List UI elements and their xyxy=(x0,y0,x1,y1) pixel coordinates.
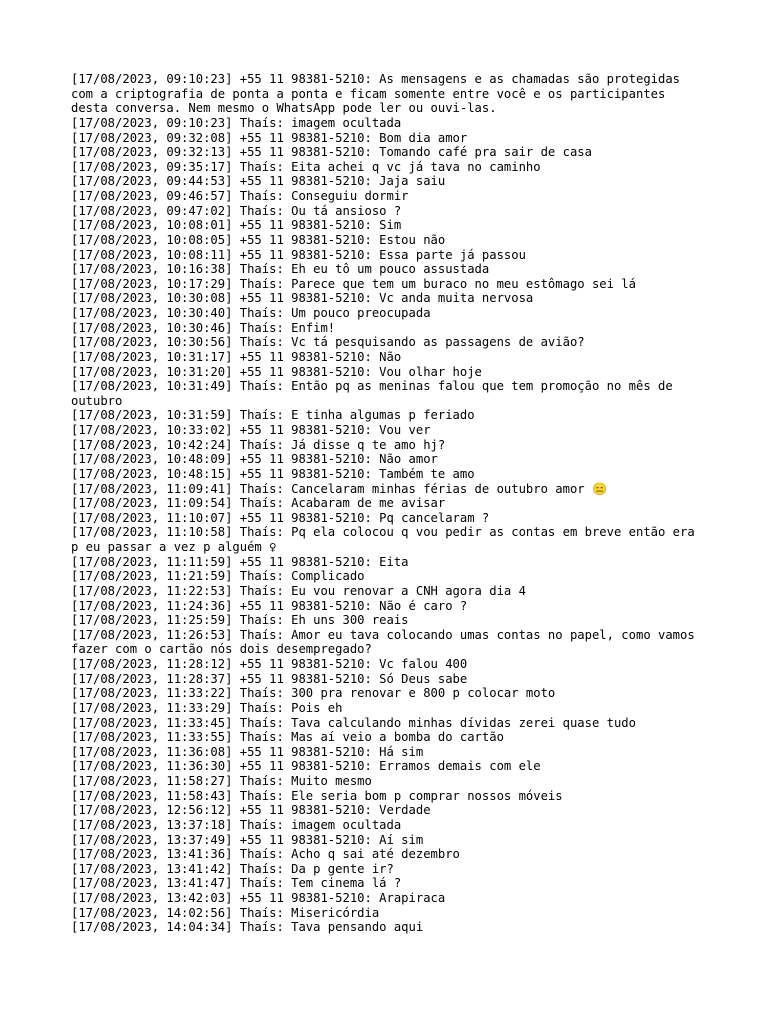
message-line: [17/08/2023, 11:58:43] Thaís: Ele seria bom p comprar nossos móveis xyxy=(71,788,563,803)
message-line: [17/08/2023, 13:37:49] +55 11 98381-5210: Aí sim xyxy=(71,832,424,847)
message-line: [17/08/2023, 10:08:11] +55 11 98381-5210: Essa parte já passou xyxy=(71,247,526,262)
message-line: [17/08/2023, 09:46:57] Thaís: Conseguiu dormir xyxy=(71,189,409,203)
message-line: [17/08/2023, 09:32:08] +55 11 98381-5210: Bom dia amor xyxy=(71,130,468,145)
message-line: [17/08/2023, 10:48:09] +55 11 98381-5210: Não amor xyxy=(71,452,438,467)
message-line: [17/08/2023, 11:58:27] Thaís: Muito mesmo xyxy=(71,774,372,788)
message-line: [17/08/2023, 11:26:53] Thaís: Amor eu tava colocando umas contas no papel, como vamos fazer com o cartão nós dois desempregado? xyxy=(71,627,703,657)
message-line: [17/08/2023, 10:17:29] Thaís: Parece que tem um buraco no meu estômago sei lá xyxy=(71,276,636,291)
message-line: [17/08/2023, 11:10:07] +55 11 98381-5210: Pq cancelaram ? xyxy=(71,510,490,525)
message-line: [17/08/2023, 13:37:18] Thaís: imagem ocultada xyxy=(71,817,402,832)
message-line: [17/08/2023, 09:10:23] Thaís: imagem ocultada xyxy=(71,115,402,130)
message-line: [17/08/2023, 09:32:13] +55 11 98381-5210: Tomando café pra sair de casa xyxy=(71,145,592,160)
chat-transcript xyxy=(71,72,701,935)
message-line: [17/08/2023, 11:10:58] Thaís: Pq ela colocou q vou pedir as contas em breve então era p eu passar a vez p alguém ♀ xyxy=(71,525,703,554)
message-line: [17/08/2023, 10:30:40] Thaís: Um pouco preocupada xyxy=(71,306,431,320)
message-line: [17/08/2023, 10:08:05] +55 11 98381-5210: Estou não xyxy=(71,232,446,247)
message-line: [17/08/2023, 10:42:24] Thaís: Já disse q te amo hj? xyxy=(71,437,446,452)
message-line: [17/08/2023, 13:41:42] Thaís: Da p gente ir? xyxy=(71,861,394,876)
message-line: [17/08/2023, 11:09:41] Thaís: Cancelaram minhas férias de outubro amor 😑 xyxy=(71,481,608,496)
message-line: [17/08/2023, 10:30:56] Thaís: Vc tá pesquisando as passagens de avião? xyxy=(71,335,585,350)
message-line: [17/08/2023, 11:36:08] +55 11 98381-5210: Há sim xyxy=(71,744,424,759)
message-line: [17/08/2023, 12:56:12] +55 11 98381-5210: Verdade xyxy=(71,803,431,818)
message-line: [17/08/2023, 10:33:02] +55 11 98381-5210: Vou ver xyxy=(71,423,431,437)
message-line: [17/08/2023, 10:30:08] +55 11 98381-5210: Vc anda muita nervosa xyxy=(71,291,534,306)
message-line: [17/08/2023, 11:21:59] Thaís: Complicado xyxy=(71,569,365,584)
message-line: [17/08/2023, 11:28:12] +55 11 98381-5210: Vc falou 400 xyxy=(71,657,468,671)
message-line: [17/08/2023, 13:41:36] Thaís: Acho q sai até dezembro xyxy=(71,847,460,862)
message-line: [17/08/2023, 11:33:29] Thaís: Pois eh xyxy=(71,700,343,715)
message-line: [17/08/2023, 10:30:46] Thaís: Enfim! xyxy=(71,320,336,335)
message-line: [17/08/2023, 10:31:49] Thaís: Então pq as meninas falou que tem promoção no mês de outubro xyxy=(71,379,681,408)
message-line: [17/08/2023, 10:48:15] +55 11 98381-5210: Também te amo xyxy=(71,466,475,481)
message-line: [17/08/2023, 11:09:54] Thaís: Acabaram de me avisar xyxy=(71,496,446,511)
message-line: [17/08/2023, 14:04:34] Thaís: Tava pensando aqui xyxy=(71,920,424,935)
message-line: [17/08/2023, 09:47:02] Thaís: Ou tá ansioso ? xyxy=(71,203,402,218)
message-line: [17/08/2023, 11:36:30] +55 11 98381-5210: Erramos demais com ele xyxy=(71,759,541,774)
message-line: [17/08/2023, 11:11:59] +55 11 98381-5210: Eita xyxy=(71,554,409,569)
message-line: [17/08/2023, 11:33:45] Thaís: Tava calculando minhas dívidas zerei quase tudo xyxy=(71,715,636,730)
message-line: [17/08/2023, 09:10:23] +55 11 98381-5210: As mensagens e as chamadas são protegidas com a criptografia de ponta a ponta e ficam somente entre você e os participantes desta conversa. Nem mesmo o WhatsApp pode ler ou ouvi-las. xyxy=(71,72,688,116)
message-line: [17/08/2023, 10:16:38] Thaís: Eh eu tô um pouco assustada xyxy=(71,262,490,277)
message-line: [17/08/2023, 11:33:55] Thaís: Mas aí veio a bomba do cartão xyxy=(71,730,504,745)
message-line: [17/08/2023, 10:31:20] +55 11 98381-5210: Vou olhar hoje xyxy=(71,364,482,379)
message-line: [17/08/2023, 13:41:47] Thaís: Tem cinema lá ? xyxy=(71,876,402,891)
message-line: [17/08/2023, 11:22:53] Thaís: Eu vou renovar a CNH agora dia 4 xyxy=(71,583,526,598)
message-line: [17/08/2023, 11:28:37] +55 11 98381-5210: Só Deus sabe xyxy=(71,671,468,686)
message-line: [17/08/2023, 14:02:56] Thaís: Misericórdia xyxy=(71,905,380,920)
message-line: [17/08/2023, 11:25:59] Thaís: Eh uns 300 reais xyxy=(71,613,409,628)
message-line: [17/08/2023, 10:08:01] +55 11 98381-5210: Sim xyxy=(71,218,402,233)
message-line: [17/08/2023, 11:33:22] Thaís: 300 pra renovar e 800 p colocar moto xyxy=(71,686,556,701)
message-line: [17/08/2023, 10:31:17] +55 11 98381-5210: Não xyxy=(71,349,402,364)
message-line: [17/08/2023, 09:35:17] Thaís: Eita achei q vc já tava no caminho xyxy=(71,159,541,174)
message-line: [17/08/2023, 09:44:53] +55 11 98381-5210: Jaja saiu xyxy=(71,174,446,189)
message-line: [17/08/2023, 11:24:36] +55 11 98381-5210: Não é caro ? xyxy=(71,598,468,613)
message-line: [17/08/2023, 10:31:59] Thaís: E tinha algumas p feriado xyxy=(71,408,475,423)
message-line: [17/08/2023, 13:42:03] +55 11 98381-5210: Arapiraca xyxy=(71,891,446,905)
